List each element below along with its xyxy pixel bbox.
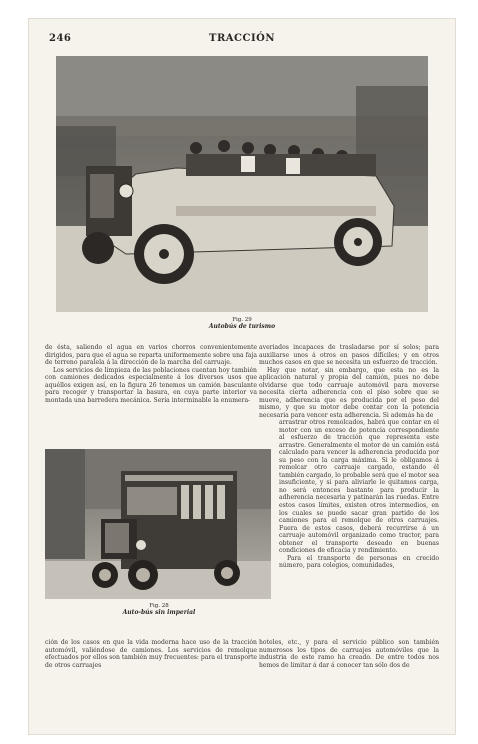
paragraph: averiados incapaces de trasladarse por sí solos; para auxiliarse unos á otros en pasos difíciles; y en otros muchos casos en que se necesita un esfuerzo de tracción. (259, 344, 439, 367)
figure-28-caption (99, 603, 219, 616)
paragraph: Los servicios de limpieza de las poblaciones cuentan hoy también con camiones dedicados especialmente á los diversos usos que aquéllos exigen así, en la figura 26 tenemos un camión basculante para recoger y transportar la basura, en cuya parte interior va montada una barredera mecánica. Sería interminable la enumera- (45, 366, 257, 404)
text-column-right-middle (279, 419, 439, 570)
page-header (49, 33, 435, 47)
book-page (28, 18, 456, 735)
figure-29-label: Fig. 29 (232, 317, 252, 323)
paragraph: Para el transporte de personas en crecido número, para colegios, comunidades, (279, 554, 439, 570)
paragraph: hoteles, etc., y para el servicio público son también numerosos los tipos de carruajes automóviles que la industria de este ramo ha creado. De entre todos nos hemos de limitar á dar á conocer tan sólo dos de (259, 639, 439, 669)
figure-29-title: Autobús de turismo (208, 323, 276, 330)
figure-28-title: Auto-bús sin imperial (122, 609, 196, 616)
paragraph: Hay que notar, sin embargo, que esta no es la aplicación natural y propia del camión, pues no debe olvidarse que todo carruaje automóvil para moverse necesita cierta adherencia con el piso sobre que se mueve, adherencia que es producida por el peso del mismo, y que su motor debe contar con la potencia necesaria para vencer esta adherencia. Si además ha de (259, 366, 439, 419)
touring-bus-photo (56, 56, 428, 312)
paragraph: arrastrar otros remolcados, habrá que contar en el motor con un exceso de potencia correspondiente al esfuerzo de tracción que representa este arrastre. Generalmente el motor de un camión está calculado para vencer la adherencia producida por su peso con la carga máxima. Si le obligamos á remolcar otro carruaje cargado, estando él también cargado, lo probable será que el motor sea insuficiente, y si para aliviarle le quitamos carga, no será entonces bastante para producir la adherencia necesaria y patinarán las ruedas. Entre estos casos límites, existen otros intermedios, en los cuales se puede sacar gran partido de los camiones para el remolque de otros carruajes. Fuera de estos casos, deberá recurrirse á un carruaje automóvil organizado como tractor, para obtener el transporte deseado en buenas condiciones de eficacia y rendimiento. (279, 419, 439, 555)
chapter-title: TRACCIÓN (209, 33, 275, 44)
text-column-right-bottom (259, 639, 439, 669)
paragraph: de ésta, saliendo el agua en varios chorros convenientemente dirigidos, para que el agua se reparta uniformemente sobre una faja de terreno paralela á la dirección de la marcha del carruaje. (45, 344, 257, 367)
page-number: 246 (49, 33, 72, 44)
figure-29-caption (179, 317, 305, 330)
text-column-right-top (259, 344, 439, 419)
text-column-left-bottom (45, 639, 257, 669)
omnibus-photo (45, 449, 271, 599)
paragraph: ción de los casos en que la vida moderna hace uso de la tracción automóvil, valiéndose de camiones. Los servicios de remolque efectuados por ellos son también muy frecuentes: para el transporte de otros carruajes (45, 639, 258, 669)
text-column-left-top (45, 344, 257, 404)
figure-28-label: Fig. 28 (149, 603, 169, 609)
